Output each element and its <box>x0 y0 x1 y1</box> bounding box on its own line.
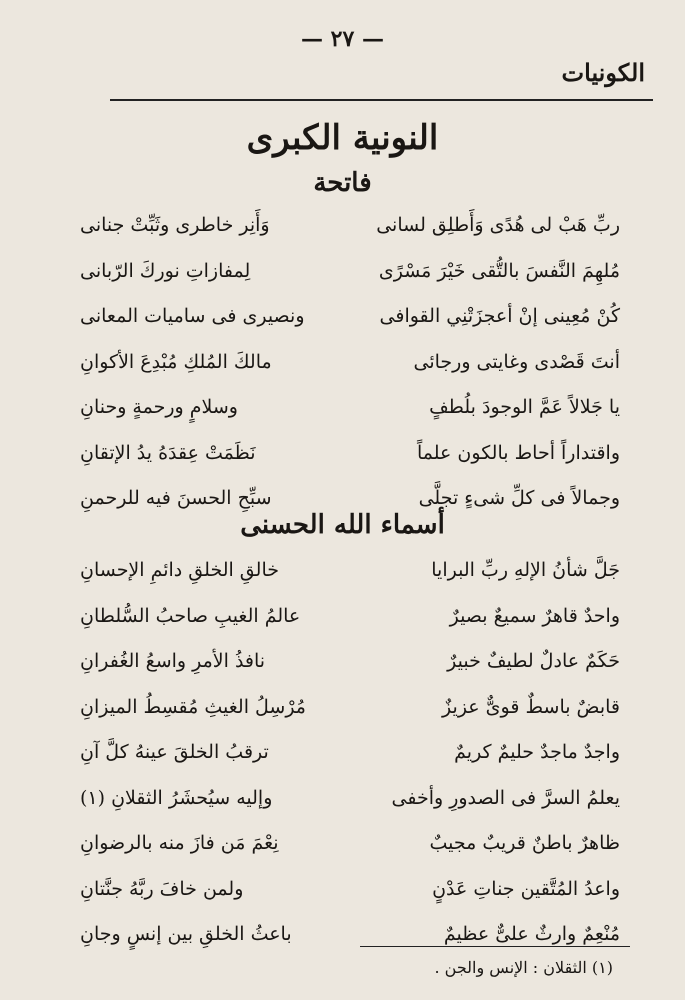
verse-second-hemistich: باعثُ الخلقِ بين إنسٍ وجانِ <box>80 923 292 945</box>
verse-line <box>80 599 620 645</box>
header-divider <box>110 99 653 101</box>
opening-subtitle: فاتحة <box>313 168 372 198</box>
names-subtitle: أسماء الله الحسنى <box>240 510 445 540</box>
page-number: — ٢٧ — <box>301 26 384 52</box>
verse-second-hemistich: ونصيرى فى ساميات المعانى <box>80 305 305 327</box>
verse-second-hemistich: مالكَ المُلكِ مُبْدِعَ الأكوانِ <box>80 350 272 373</box>
verse-first-hemistich: ظاهرٌ باطنٌ قريبٌ مجيبٌ <box>429 832 620 854</box>
verse-line <box>80 436 620 482</box>
verse-second-hemistich: خالقِ الخلقِ دائمِ الإحسانِ <box>80 559 279 581</box>
verse-second-hemistich: سبِّحِ الحسنَ فيه للرحمنِ <box>80 487 272 509</box>
verse-line <box>80 917 620 963</box>
verse-line <box>80 208 620 254</box>
verse-second-hemistich: نِعْمَ مَن فازَ منه بالرضوانِ <box>80 832 279 854</box>
footnote: (١) الثقلان : الإنس والجن . <box>434 958 613 977</box>
verse-line <box>80 781 620 827</box>
verse-line <box>80 390 620 436</box>
verse-line <box>80 735 620 781</box>
verse-first-hemistich: جَلَّ شأنُ الإلهِ ربِّ البرايا <box>431 559 620 581</box>
verse-first-hemistich: حَكَمٌ عادلٌ لطيفٌ خبيرٌ <box>447 650 620 672</box>
verse-second-hemistich: لِمفازاتِ نوركَ الرّبانى <box>80 259 251 282</box>
verse-first-hemistich: مُلهِمَ النَّفسَ بالتُّقى خَيْرَ مَسْرًى <box>378 259 620 282</box>
verse-first-hemistich: يعلمُ السرَّ فى الصدورِ وأخفى <box>391 786 620 809</box>
verse-first-hemistich: مُنْعِمٌ وارثٌ علىٌّ عظيمٌ <box>443 923 620 945</box>
verse-line <box>80 299 620 345</box>
verse-first-hemistich: واحدٌ قاهرٌ سميعٌ بصيرٌ <box>449 604 620 627</box>
verse-first-hemistich: كُنْ مُعِينى إنْ أعجزَتْنِي القوافى <box>379 305 620 327</box>
section-header: الكونيات <box>561 58 645 87</box>
verse-second-hemistich: وسلامٍ ورحمةٍ وحنانِ <box>80 396 238 418</box>
verse-first-hemistich: واعدُ المُتَّقين جناتِ عَدْنٍ <box>432 877 620 900</box>
verse-first-hemistich: قابضٌ باسطٌ قوىٌّ عزيزٌ <box>442 695 620 718</box>
verse-first-hemistich: واقتداراً أحاط بالكون علماً <box>416 441 620 464</box>
opening-verses <box>80 208 620 527</box>
verse-second-hemistich: نافذُ الأمرِ واسعُ الغُفرانِ <box>80 650 266 672</box>
verse-line <box>80 690 620 736</box>
verse-second-hemistich: عالمُ الغيبِ صاحبُ السُّلطانِ <box>80 604 301 627</box>
verse-first-hemistich: ربِّ هَبْ لى هُدًى وَأَطلِق لسانى <box>376 214 620 236</box>
footnote-divider <box>360 946 630 947</box>
verse-second-hemistich: وإليه سيُحشَرُ الثقلانِ (١) <box>80 786 273 809</box>
verse-line <box>80 254 620 300</box>
verse-first-hemistich: واجدٌ ماجدٌ حليمٌ كريمٌ <box>454 741 620 763</box>
verse-second-hemistich: مُرْسِلُ الغيثِ مُقسِطُ الميزانِ <box>80 695 306 718</box>
verse-second-hemistich: وَأَنِر خاطرى وثَبِّتْ جنانى <box>80 214 270 236</box>
poem-title: النونية الكبرى <box>246 118 439 158</box>
verse-second-hemistich: نَظَمَتْ عِقدَهُ يدُ الإتقانِ <box>80 441 256 464</box>
names-verses <box>80 553 620 963</box>
verse-second-hemistich: ولمن خافَ ربَّهُ جنَّتانِ <box>80 877 244 900</box>
verse-first-hemistich: وجمالاً فى كلِّ شىءٍ تجلَّى <box>418 487 620 509</box>
verse-second-hemistich: ترقبُ الخلقَ عينهُ كلَّ آنِ <box>80 741 269 763</box>
verse-line <box>80 826 620 872</box>
verse-line <box>80 872 620 918</box>
verse-line <box>80 345 620 391</box>
verse-line <box>80 553 620 599</box>
verse-first-hemistich: يا جَلالاً عَمَّ الوجودَ بلُطفٍ <box>429 396 620 418</box>
verse-first-hemistich: أنتَ قَصْدى وغايتى ورجائى <box>413 350 620 373</box>
verse-line <box>80 644 620 690</box>
